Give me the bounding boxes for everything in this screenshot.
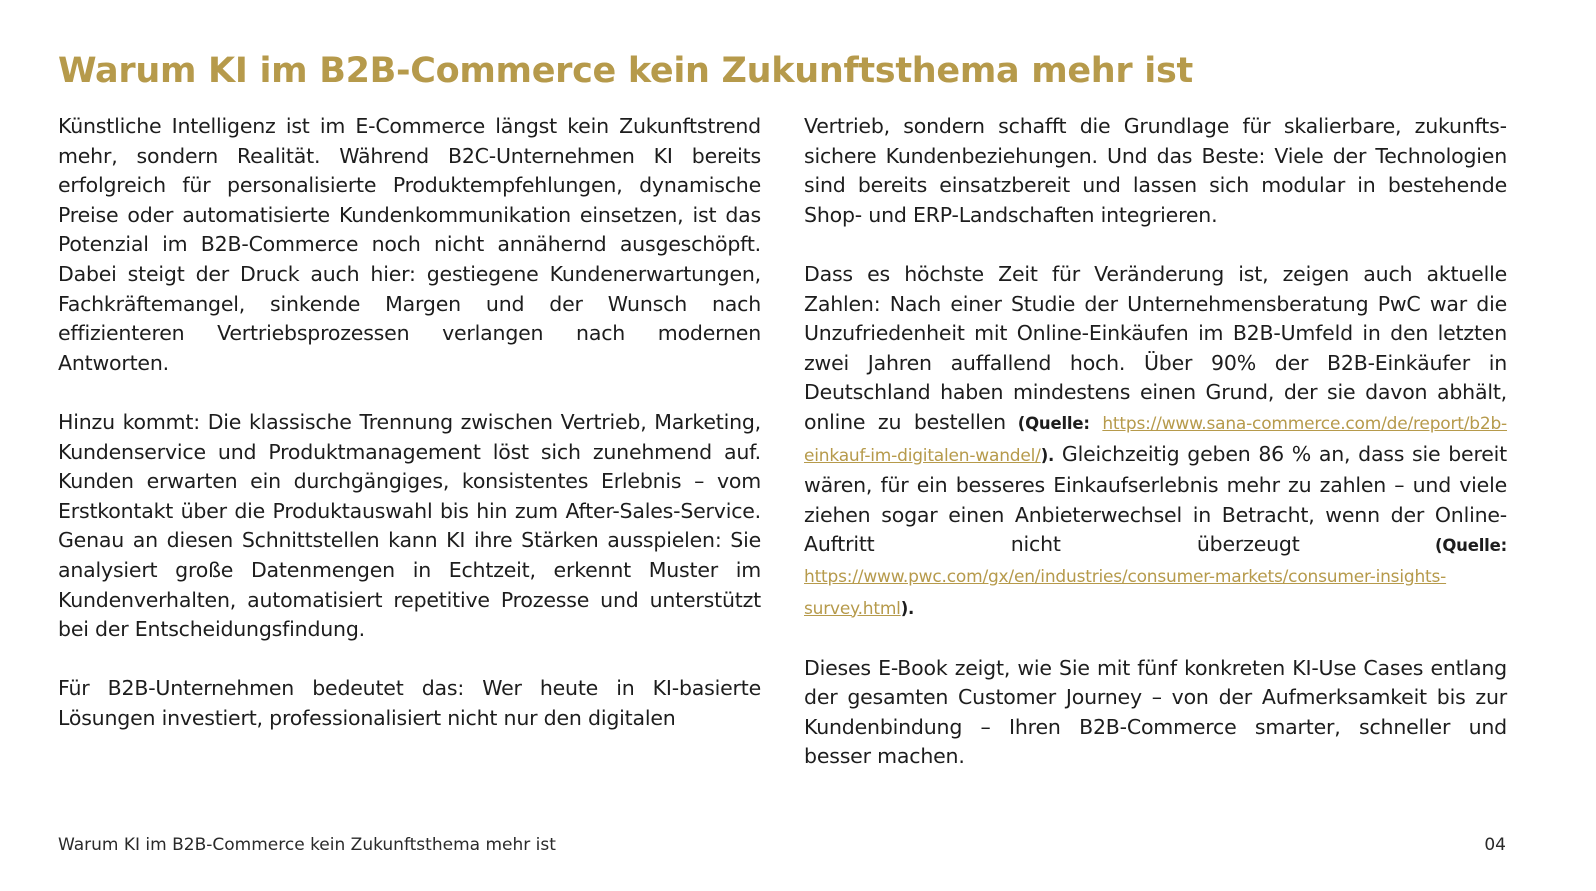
source-link-sana[interactable]: https://www.sana-commerce.com/de/report/b2b-einkauf-im-digitalen-wandel/ <box>804 413 1507 466</box>
paragraph-foundation: Vertrieb, sondern schafft die Grundlage für skalierbare, zukunftssichere Kundenbeziehungen. Und das Beste: Viele der Technologien sind bereits einsatzbereit und lassen sich modular in bestehende Shop- und ERP-Landschaften integrieren. <box>804 114 1507 227</box>
statistics-text-2: Gleichzeitig geben 86 % an, dass sie bereit wären, für ein besseres Einkaufserlebnis mehr zu zahlen – und viele ziehen sogar einen Anbieterwechsel in Betracht, wenn der Online-Auftritt nicht überzeugt <box>804 441 1507 557</box>
source-label-1: Quelle: <box>1025 413 1090 433</box>
statistics-text-1: Dass es höchste Zeit für Veränderung ist, zeigen auch aktuelle Zahlen: Nach einer Studie der Unternehmensberatung PwC war die Unzufriedenheit mit Online-Einkäufen im B2B-Umfeld in den letzten zwei Jahren auffallend hoch. Über 90% der B2B-Einkäufer in Deutschland haben mindestens einen Grund, der sie davon abhält, online zu bestellen <box>804 261 1507 434</box>
source-link-pwc[interactable]: https://www.pwc.com/gx/en/industries/consumer-markets/consumer-insights-survey.html <box>804 566 1447 619</box>
source-paren-open-2: ( <box>1299 536 1443 556</box>
footer-title: Warum KI im B2B-Commerce kein Zukunftsthema mehr ist <box>58 835 556 855</box>
paragraph-ebook-intro: Dieses E-Book zeigt, wie Sie mit fünf konkreten KI-Use Cases entlang der gesamten Customer Journey – von der Aufmerksamkeit bis zur Kundenbindung – Ihren B2B-Commerce smarter, schneller und besser machen. <box>804 655 1507 769</box>
paragraph-b2b-investment: Für B2B-Unternehmen bedeutet das: Wer heute in KI-basierte Lösungen investiert, professionalisiert nicht nur den digitalen <box>58 676 761 730</box>
footer <box>58 833 1506 857</box>
page-number: 04 <box>1484 835 1506 855</box>
source-paren-close-2: ). <box>900 598 915 618</box>
source-paren-close-1: ). <box>1040 445 1055 465</box>
right-column <box>804 112 1507 802</box>
source-paren-open-1: ( <box>1005 413 1026 433</box>
paragraph-statistics <box>804 260 1507 624</box>
page-title: Warum KI im B2B-Commerce kein Zukunftsthema mehr ist <box>58 51 1193 91</box>
source-label-2: Quelle: <box>1442 536 1507 556</box>
paragraph-customer-journey: Hinzu kommt: Die klassische Trennung zwischen Vertrieb, Marketing, Kundenservice und Produktmanagement löst sich zunehmend auf. Kunden erwarten ein durchgängiges, konsistentes Erlebnis – vom Erstkontakt über die Produktauswahl bis hin zum After-Sales-Service. Genau an diesen Schnittstellen kann KI ihre Stärken ausspielen: Sie analysiert große Datenmengen in Echtzeit, erkennt Muster im Kundenverhalten, automatisiert repetitive Prozesse und unterstützt bei der Entscheidungsfindung. <box>58 409 761 642</box>
paragraph-intro: Künstliche Intelligenz ist im E-Commerce längst kein Zukunftstrend mehr, sondern Realität. Während B2C-Unternehmen KI bereits erfolgreich für personalisierte Produktempfehlungen, dynamische Preise oder automatisierte Kundenkommunikation einsetzen, ist das Potenzial im B2B-Commerce noch nicht annähernd ausgeschöpft. Dabei steigt der Druck auch hier: gestiegene Kundenerwartungen, Fachkräftemangel, sinkende Margen und der Wunsch nach effizienteren Vertriebsprozessen verlangen nach modernen Antworten. <box>58 114 761 375</box>
left-column <box>58 112 761 763</box>
